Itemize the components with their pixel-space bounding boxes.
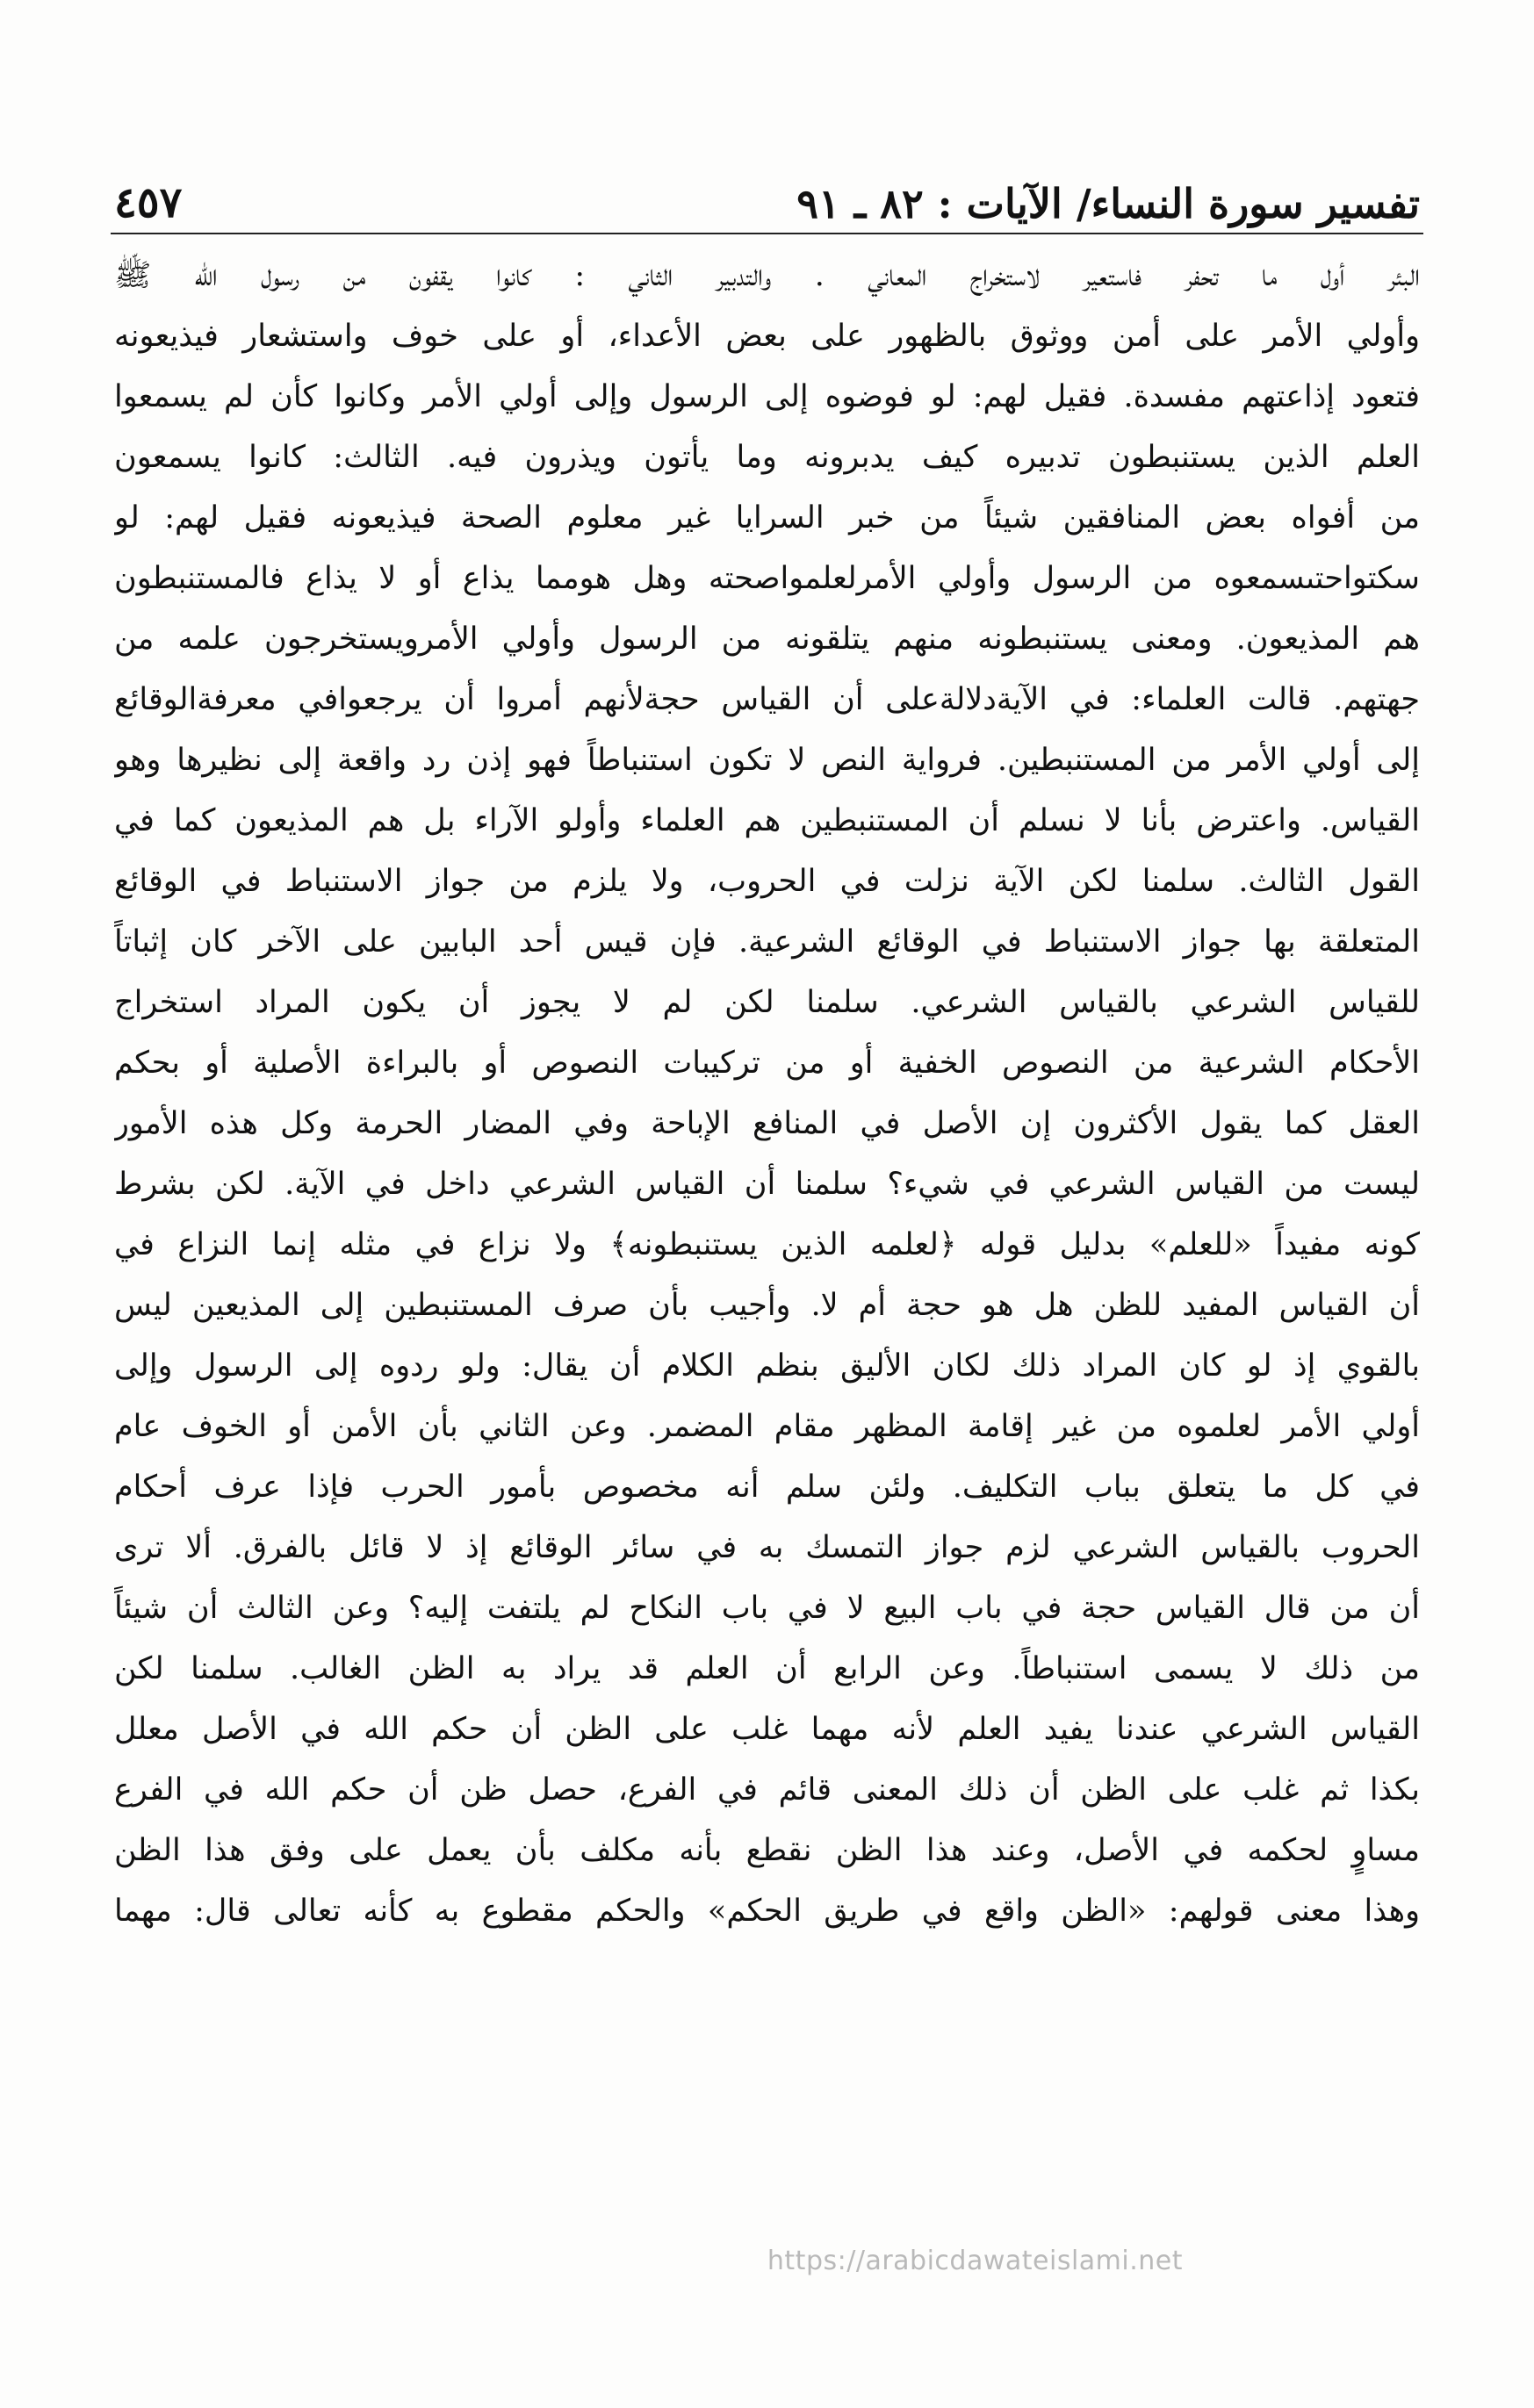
text-line: القياس الشرعي عندنا يفيد العلم لأنه مهما غلب على الظن أن حكم الله في الأصل معلل bbox=[114, 1712, 1420, 1747]
page-number: ٤٥٧ bbox=[114, 178, 183, 228]
text-line: مساوٍ لحكمه في الأصل، وعند هذا الظن نقطع بأنه مكلف بأن يعمل على وفق هذا الظن bbox=[114, 1833, 1420, 1868]
text-line: الحروب بالقياس الشرعي لزم جواز التمسك به في سائر الوقائع إذ لا قائل بالفرق. ألا ترى bbox=[114, 1530, 1420, 1565]
text-line: أن القياس المفيد للظن هل هو حجة أم لا. وأجيب بأن صرف المستنبطين إلى المذيعين ليس bbox=[114, 1288, 1420, 1323]
header-divider bbox=[111, 233, 1423, 234]
header-title: تفسير سورة النساء/ الآيات : ٨٢ ـ ٩١ bbox=[796, 180, 1420, 228]
text-line: من ذلك لا يسمى استنباطاً. وعن الرابع أن العلم قد يراد به الظن الغالب. سلمنا لكن bbox=[114, 1651, 1420, 1686]
text-line: البئر أول ما تحفر فاستعير لاستخراج المعاني . والتدبير الثاني : كانوا يقفون من رسول الله ﷺ bbox=[114, 258, 1420, 293]
running-header bbox=[114, 147, 1420, 226]
text-line: سكتواحتىسمعوه من الرسول وأولي الأمرلعلمواصحته وهل هومما يذاع أو لا يذاع فالمستنبطون bbox=[114, 561, 1420, 596]
text-line: من أفواه بعض المنافقين شيئاً من خبر السرايا غير معلوم الصحة فيذيعونه فقيل لهم: لو bbox=[114, 500, 1420, 536]
text-line: للقياس الشرعي بالقياس الشرعي. سلمنا لكن لم لا يجوز أن يكون المراد استخراج bbox=[114, 985, 1420, 1020]
text-line: ليست من القياس الشرعي في شيء؟ سلمنا أن القياس الشرعي داخل في الآية. لكن بشرط bbox=[114, 1167, 1420, 1202]
text-line: أولي الأمر لعلموه من غير إقامة المظهر مقام المضمر. وعن الثاني بأن الأمن أو الخوف عام bbox=[114, 1409, 1420, 1444]
text-line: وهذا معنى قولهم: «الظن واقع في طريق الحكم» والحكم مقطوع به كأنه تعالى قال: مهما bbox=[114, 1894, 1420, 1929]
text-line: وأولي الأمر على أمن ووثوق بالظهور على بعض الأعداء، أو على خوف واستشعار فيذيعونه bbox=[114, 319, 1420, 354]
text-line: كونه مفيداً «للعلم» بدليل قوله ﴿لعلمه الذين يستنبطونه﴾ ولا نزاع في مثله إنما النزاع في bbox=[114, 1227, 1420, 1262]
text-line: فتعود إذاعتهم مفسدة. فقيل لهم: لو فوضوه إلى الرسول وإلى أولي الأمر وكانوا كأن لم يسمعوا bbox=[114, 379, 1420, 414]
text-line: هم المذيعون. ومعنى يستنبطونه منهم يتلقونه من الرسول وأولي الأمرويستخرجون علمه من bbox=[114, 622, 1420, 657]
text-line: جهتهم. قالت العلماء: في الآيةدلالةعلى أن القياس حجةلأنهم أمروا أن يرجعوافي معرفةالوقائع bbox=[114, 682, 1420, 717]
text-line: بكذا ثم غلب على الظن أن ذلك المعنى قائم في الفرع، حصل ظن أن حكم الله في الفرع bbox=[114, 1772, 1420, 1808]
text-line: في كل ما يتعلق بباب التكليف. ولئن سلم أنه مخصوص بأمور الحرب فإذا عرف أحكام bbox=[114, 1470, 1420, 1505]
text-line: القياس. واعترض بأنا لا نسلم أن المستنبطين هم العلماء وأولو الآراء بل هم المذيعون كما في bbox=[114, 803, 1420, 838]
text-line: العقل كما يقول الأكثرون إن الأصل في المنافع الإباحة وفي المضار الحرمة وكل هذه الأمور bbox=[114, 1106, 1420, 1141]
text-line: الأحكام الشرعية من النصوص الخفية أو من تركيبات النصوص أو بالبراءة الأصلية أو بحكم bbox=[114, 1046, 1420, 1081]
text-line: القول الثالث. سلمنا لكن الآية نزلت في الحروب، ولا يلزم من جواز الاستنباط في الوقائع bbox=[114, 864, 1420, 899]
text-line: إلى أولي الأمر من المستنبطين. فرواية النص لا تكون استنباطاً فهو إذن رد واقعة إلى نظيرها وهو bbox=[114, 743, 1420, 778]
body-text bbox=[114, 246, 1420, 2180]
text-line: بالقوي إذ لو كان المراد ذلك لكان الأليق بنظم الكلام أن يقال: ولو ردوه إلى الرسول وإلى bbox=[114, 1348, 1420, 1384]
text-line: أن من قال القياس حجة في باب البيع لا في باب النكاح لم يلتفت إليه؟ وعن الثالث أن شيئاً bbox=[114, 1591, 1420, 1626]
watermark-url: https://arabicdawateislami.net bbox=[767, 2246, 1183, 2276]
text-line: العلم الذين يستنبطون تدبيره كيف يدبرونه وما يأتون ويذرون فيه. الثالث: كانوا يسمعون bbox=[114, 440, 1420, 475]
text-line: المتعلقة بها جواز الاستنباط في الوقائع الشرعية. فإن قيس أحد البابين على الآخر كان إثباتاً bbox=[114, 924, 1420, 960]
